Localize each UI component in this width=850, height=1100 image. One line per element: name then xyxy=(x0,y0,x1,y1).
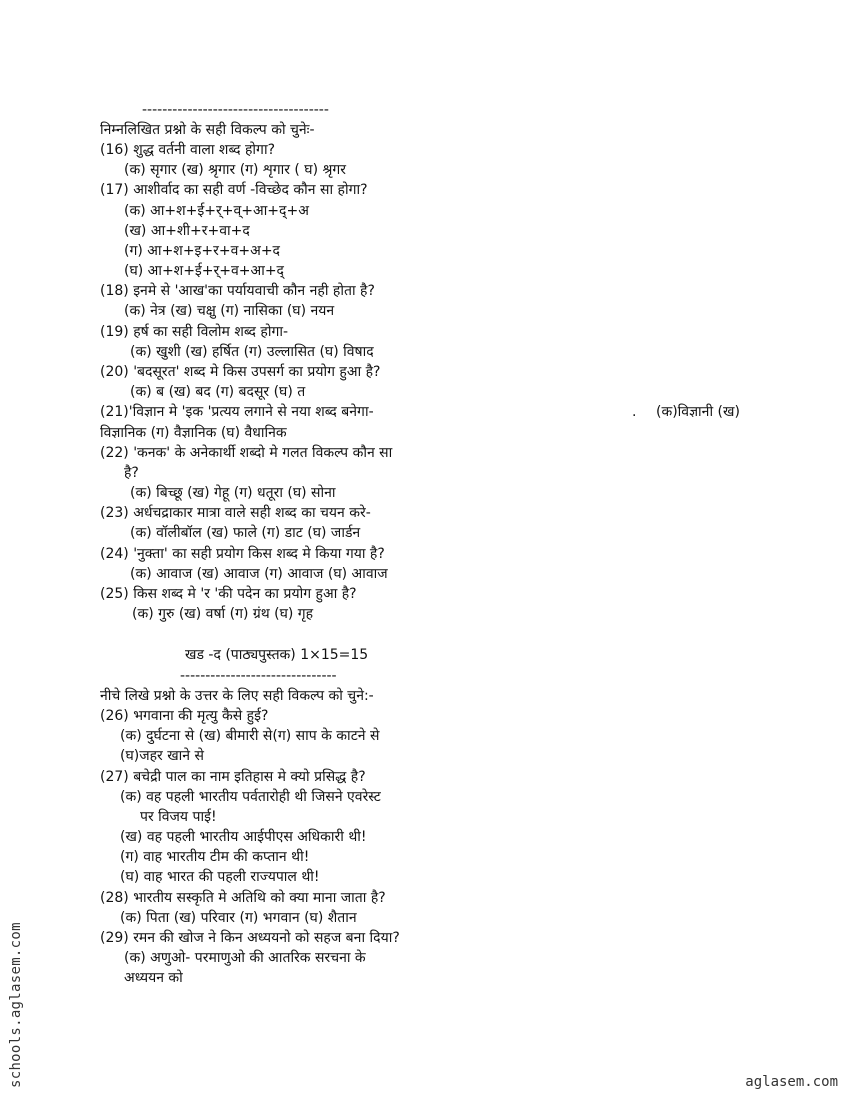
question-24: (24) 'नुक्ता' का सही प्रयोग किस शब्द मे किया गया है? xyxy=(100,546,385,562)
question-16-options: (क) सृगार (ख) श्रृगार (ग) शृगार ( घ) श्रृगर xyxy=(124,162,346,178)
question-19: (19) हर्ष का सही विलोम शब्द होगा- xyxy=(100,324,289,340)
question-29-option-a: (क) अणुओ- परमाणुओ की आतरिक सरचना के xyxy=(124,950,366,966)
question-24-options: (क) आवाज (ख) आवाज (ग) आवाज (घ) आवाज xyxy=(130,566,388,582)
question-17-option-b: (ख) आ+शी+र+वा+द xyxy=(124,223,250,239)
question-27-option-b: (ख) वह पहली भारतीय आईपीएस अधिकारी थी! xyxy=(120,829,367,845)
question-26-options-line1: (क) दुर्घटना से (ख) बीमारी से(ग) साप के काटने से xyxy=(120,728,380,744)
question-19-options: (क) खुशी (ख) हर्षित (ग) उल्लासित (घ) विषाद xyxy=(130,344,374,360)
question-21-options-start: (क)विज्ञानी (ख) xyxy=(656,404,740,420)
instruction-1: निम्नलिखित प्रश्नो के सही विकल्प को चुनेः- xyxy=(100,122,315,138)
question-29: (29) रमन की खोज ने किन अध्ययनो को सहज बना दिया? xyxy=(100,930,400,946)
question-27-option-d: (घ) वाह भारत की पहली राज्यपाल थी! xyxy=(120,869,320,885)
question-25-options: (क) गुरु (ख) वर्षा (ग) ग्रंथ (घ) गृह xyxy=(132,606,314,622)
question-27-option-c: (ग) वाह भारतीय टीम की कप्तान थी! xyxy=(120,849,310,865)
side-watermark: schools.aglasem.com xyxy=(8,922,24,1088)
question-18: (18) इनमे से 'आख'का पर्यायवाची कौन नही होता है? xyxy=(100,283,375,299)
question-21-options-cont: विज्ञानिक (ग) वैज्ञानिक (घ) वैधानिक xyxy=(100,425,287,441)
question-20: (20) 'बदसूरत' शब्द मे किस उपसर्ग का प्रयोग हुआ है? xyxy=(100,364,381,380)
section-title: खड -द (पाठ्यपुस्तक) 1×15=15 xyxy=(185,647,369,663)
question-27-option-a-cont: पर विजय पाई! xyxy=(140,809,217,825)
question-21-dot: . xyxy=(632,404,637,420)
question-22: (22) 'कनक' के अनेकार्थी शब्दो मे गलत विकल्प कौन सा xyxy=(100,445,393,461)
question-16: (16) शुद्ध वर्तनी वाला शब्द होगा? xyxy=(100,142,275,158)
question-17-option-a: (क) आ+श+ई+र्+व्+आ+द्+अ xyxy=(124,203,309,219)
section-rule: ------------------------------- xyxy=(180,668,337,684)
question-21: (21)'विज्ञान मे 'इक 'प्रत्यय लगाने से नया शब्द बनेगा- xyxy=(100,404,374,420)
question-23: (23) अर्धचद्राकार मात्रा वाले सही शब्द का चयन करे- xyxy=(100,505,371,521)
question-22-cont: है? xyxy=(124,465,139,481)
corner-watermark: aglasem.com xyxy=(745,1074,838,1090)
question-28: (28) भारतीय सस्कृति मे अतिथि को क्या माना जाता है? xyxy=(100,890,386,906)
question-22-options: (क) बिच्छू (ख) गेहू (ग) धतूरा (घ) सोना xyxy=(130,485,336,501)
question-20-options: (क) ब (ख) बद (ग) बदसूर (घ) त xyxy=(130,384,306,400)
question-27: (27) बचेद्री पाल का नाम इतिहास मे क्यो प्रसिद्ध है? xyxy=(100,769,366,785)
header-rule: ------------------------------------- xyxy=(142,102,329,118)
question-17-option-d: (घ) आ+श+ई+र्+व+आ+द् xyxy=(124,263,284,279)
question-28-options: (क) पिता (ख) परिवार (ग) भगवान (घ) शैतान xyxy=(120,910,357,926)
question-17: (17) आशीर्वाद का सही वर्ण -विच्छेद कौन सा होगा? xyxy=(100,182,368,198)
question-17-option-c: (ग) आ+श+इ+र+व+अ+द xyxy=(124,243,280,259)
question-29-option-a-cont: अध्ययन को xyxy=(124,970,183,986)
question-25: (25) किस शब्द मे 'र 'की पदेन का प्रयोग हुआ है? xyxy=(100,586,357,602)
question-26-options-line2: (घ)जहर खाने से xyxy=(120,748,204,764)
question-27-option-a: (क) वह पहली भारतीय पर्वतारोही थी जिसने एवरेस्ट xyxy=(120,789,381,805)
question-18-options: (क) नेत्र (ख) चक्षु (ग) नासिका (घ) नयन xyxy=(124,303,335,319)
question-26: (26) भगवाना की मृत्यु कैसे हुई? xyxy=(100,708,269,724)
instruction-2: नीचे लिखे प्रश्नो के उत्तर के लिए सही विकल्प को चुने:- xyxy=(100,688,374,704)
question-23-options: (क) वॉलीबॉल (ख) फाले (ग) डाट (घ) जार्डन xyxy=(130,525,361,541)
